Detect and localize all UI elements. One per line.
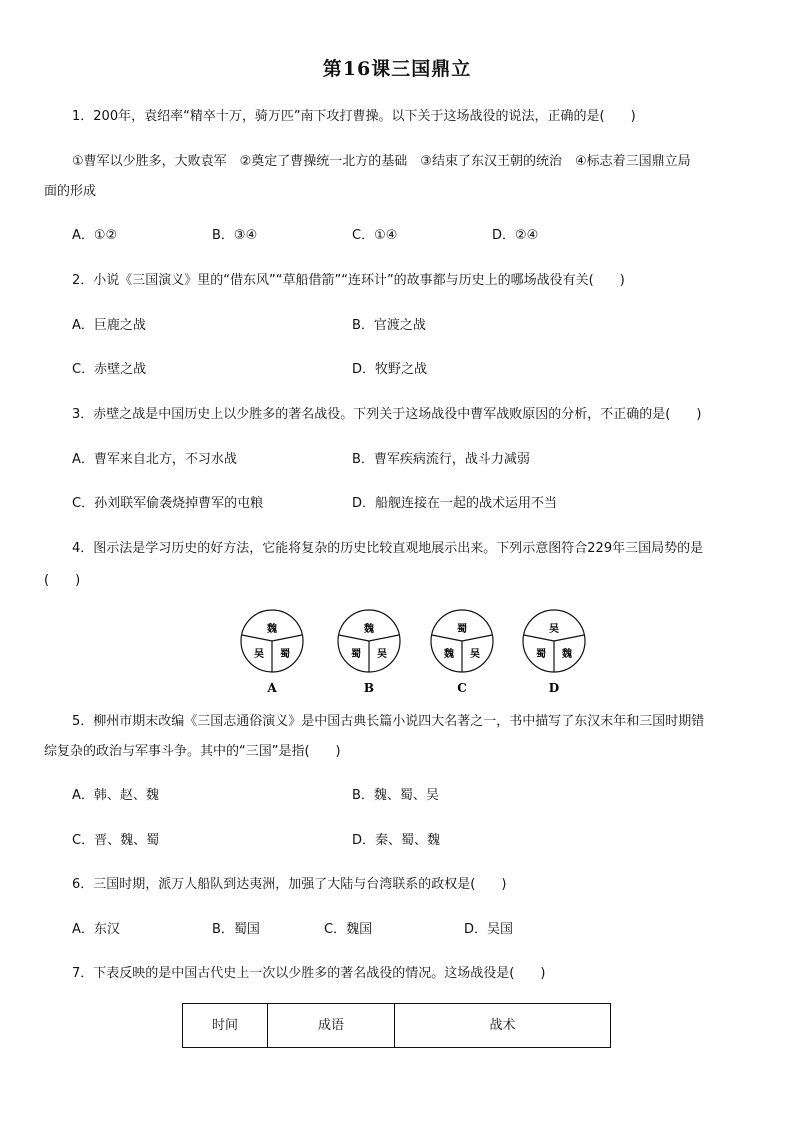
diagram-c-right-state: 吴: [470, 649, 480, 660]
q3-option-a[interactable]: A．曹军来自北方，不习水战: [72, 452, 237, 467]
q7-header-idiom: 成语: [268, 1004, 395, 1048]
diagram-c-label: C: [457, 681, 467, 695]
diagram-b-label: B: [363, 681, 375, 695]
q3-option-c[interactable]: C．孙刘联军偷袭烧掉曹军的屯粮: [72, 496, 264, 511]
q5-option-c[interactable]: C．晋、魏、蜀: [72, 833, 160, 848]
q7-header-tactics: 战术: [395, 1004, 611, 1048]
q7-table-header-row: [183, 1004, 611, 1048]
diagram-a-label: A: [267, 681, 277, 695]
q2-option-a[interactable]: A．巨鹿之战: [72, 318, 146, 333]
diagram-a-right-state: 蜀: [280, 649, 290, 660]
diagram-d-right-state: 魏: [562, 649, 572, 660]
q1-stem: 1．200年，袁绍率“精卒十万，骑万匹”南下攻打曹操。以下关于这场战役的说法，正确的是( ): [72, 109, 636, 124]
q3-stem: 3．赤壁之战是中国历史上以少胜多的著名战役。下列关于这场战役中曹军战败原因的分析，不正确的是( ): [72, 407, 702, 422]
diagram-c-top-state: 蜀: [457, 624, 467, 635]
q1-statements-line2: 面的形成: [44, 184, 97, 199]
diagram-d-top-state: 吴: [549, 624, 559, 635]
diagram-c-left-state: 魏: [444, 649, 454, 660]
q7-stem: 7．下表反映的是中国古代史上一次以少胜多的著名战役的情况。这场战役是( ): [72, 966, 546, 981]
diagram-c[interactable]: [431, 610, 493, 695]
q4-stem: 4．图示法是学习历史的好方法，它能将复杂的历史比较直观地展示出来。下列示意图符合229年三国局势的是: [72, 541, 704, 556]
diagram-b[interactable]: [338, 610, 400, 695]
q2-option-b[interactable]: B．官渡之战: [352, 318, 426, 333]
q1-option-a[interactable]: A．①②: [72, 228, 118, 243]
page-title: 第16课三国鼎立: [322, 58, 472, 80]
q7-header-time: 时间: [183, 1004, 268, 1048]
diagram-d[interactable]: [523, 610, 585, 695]
q1-statements-line1: ①曹军以少胜多，大败袁军 ②奠定了曹操统一北方的基础 ③结束了东汉王朝的统治 ④标志着三国鼎立局: [72, 154, 691, 169]
q5-option-b[interactable]: B．魏、蜀、吴: [352, 788, 439, 803]
q1-option-c[interactable]: C．①④: [352, 228, 398, 243]
q7-table: [182, 1003, 611, 1048]
q6-option-a[interactable]: A．东汉: [72, 922, 120, 937]
q3-option-d[interactable]: D．船舰连接在一起的战术运用不当: [352, 496, 558, 511]
diagram-d-left-state: 蜀: [536, 649, 546, 660]
q6-option-b[interactable]: B．蜀国: [212, 922, 260, 937]
q5-stem: 5．柳州市期末改编《三国志通俗演义》是中国古典长篇小说四大名著之一，书中描写了东汉末年和三国时期错: [72, 714, 705, 729]
q1-option-b[interactable]: B．③④: [212, 228, 258, 243]
diagram-b-left-state: 蜀: [351, 649, 361, 660]
q5-option-d[interactable]: D．秦、蜀、魏: [352, 833, 441, 848]
q2-option-c[interactable]: C．赤壁之战: [72, 362, 147, 377]
q6-stem: 6．三国时期，派万人船队到达夷洲，加强了大陆与台湾联系的政权是( ): [72, 877, 507, 892]
q6-option-c[interactable]: C．魏国: [324, 922, 373, 937]
q1-option-d[interactable]: D．②④: [492, 228, 539, 243]
q2-stem: 2．小说《三国演义》里的“借东风”“草船借箭”“连环计”的故事都与历史上的哪场战役有关( ): [72, 273, 625, 288]
diagram-a[interactable]: [241, 610, 303, 695]
q5-option-a[interactable]: A．韩、赵、魏: [72, 788, 159, 803]
q4-diagram-figure: [232, 608, 592, 698]
q3-option-b[interactable]: B．曹军疾病流行，战斗力减弱: [352, 452, 530, 467]
diagram-b-right-state: 吴: [377, 649, 387, 660]
diagram-a-left-state: 吴: [254, 649, 264, 660]
diagram-a-top-state: 魏: [267, 624, 277, 635]
diagram-d-label: D: [548, 681, 560, 695]
q6-option-d[interactable]: D．吴国: [464, 922, 514, 937]
q4-stem-line2: ( ): [44, 573, 81, 588]
q4-diagram: [232, 608, 592, 698]
q5-stem-line2: 综复杂的政治与军事斗争。其中的“三国”是指( ): [44, 744, 341, 759]
diagram-b-top-state: 魏: [364, 624, 374, 635]
q2-option-d[interactable]: D．牧野之战: [352, 362, 428, 377]
